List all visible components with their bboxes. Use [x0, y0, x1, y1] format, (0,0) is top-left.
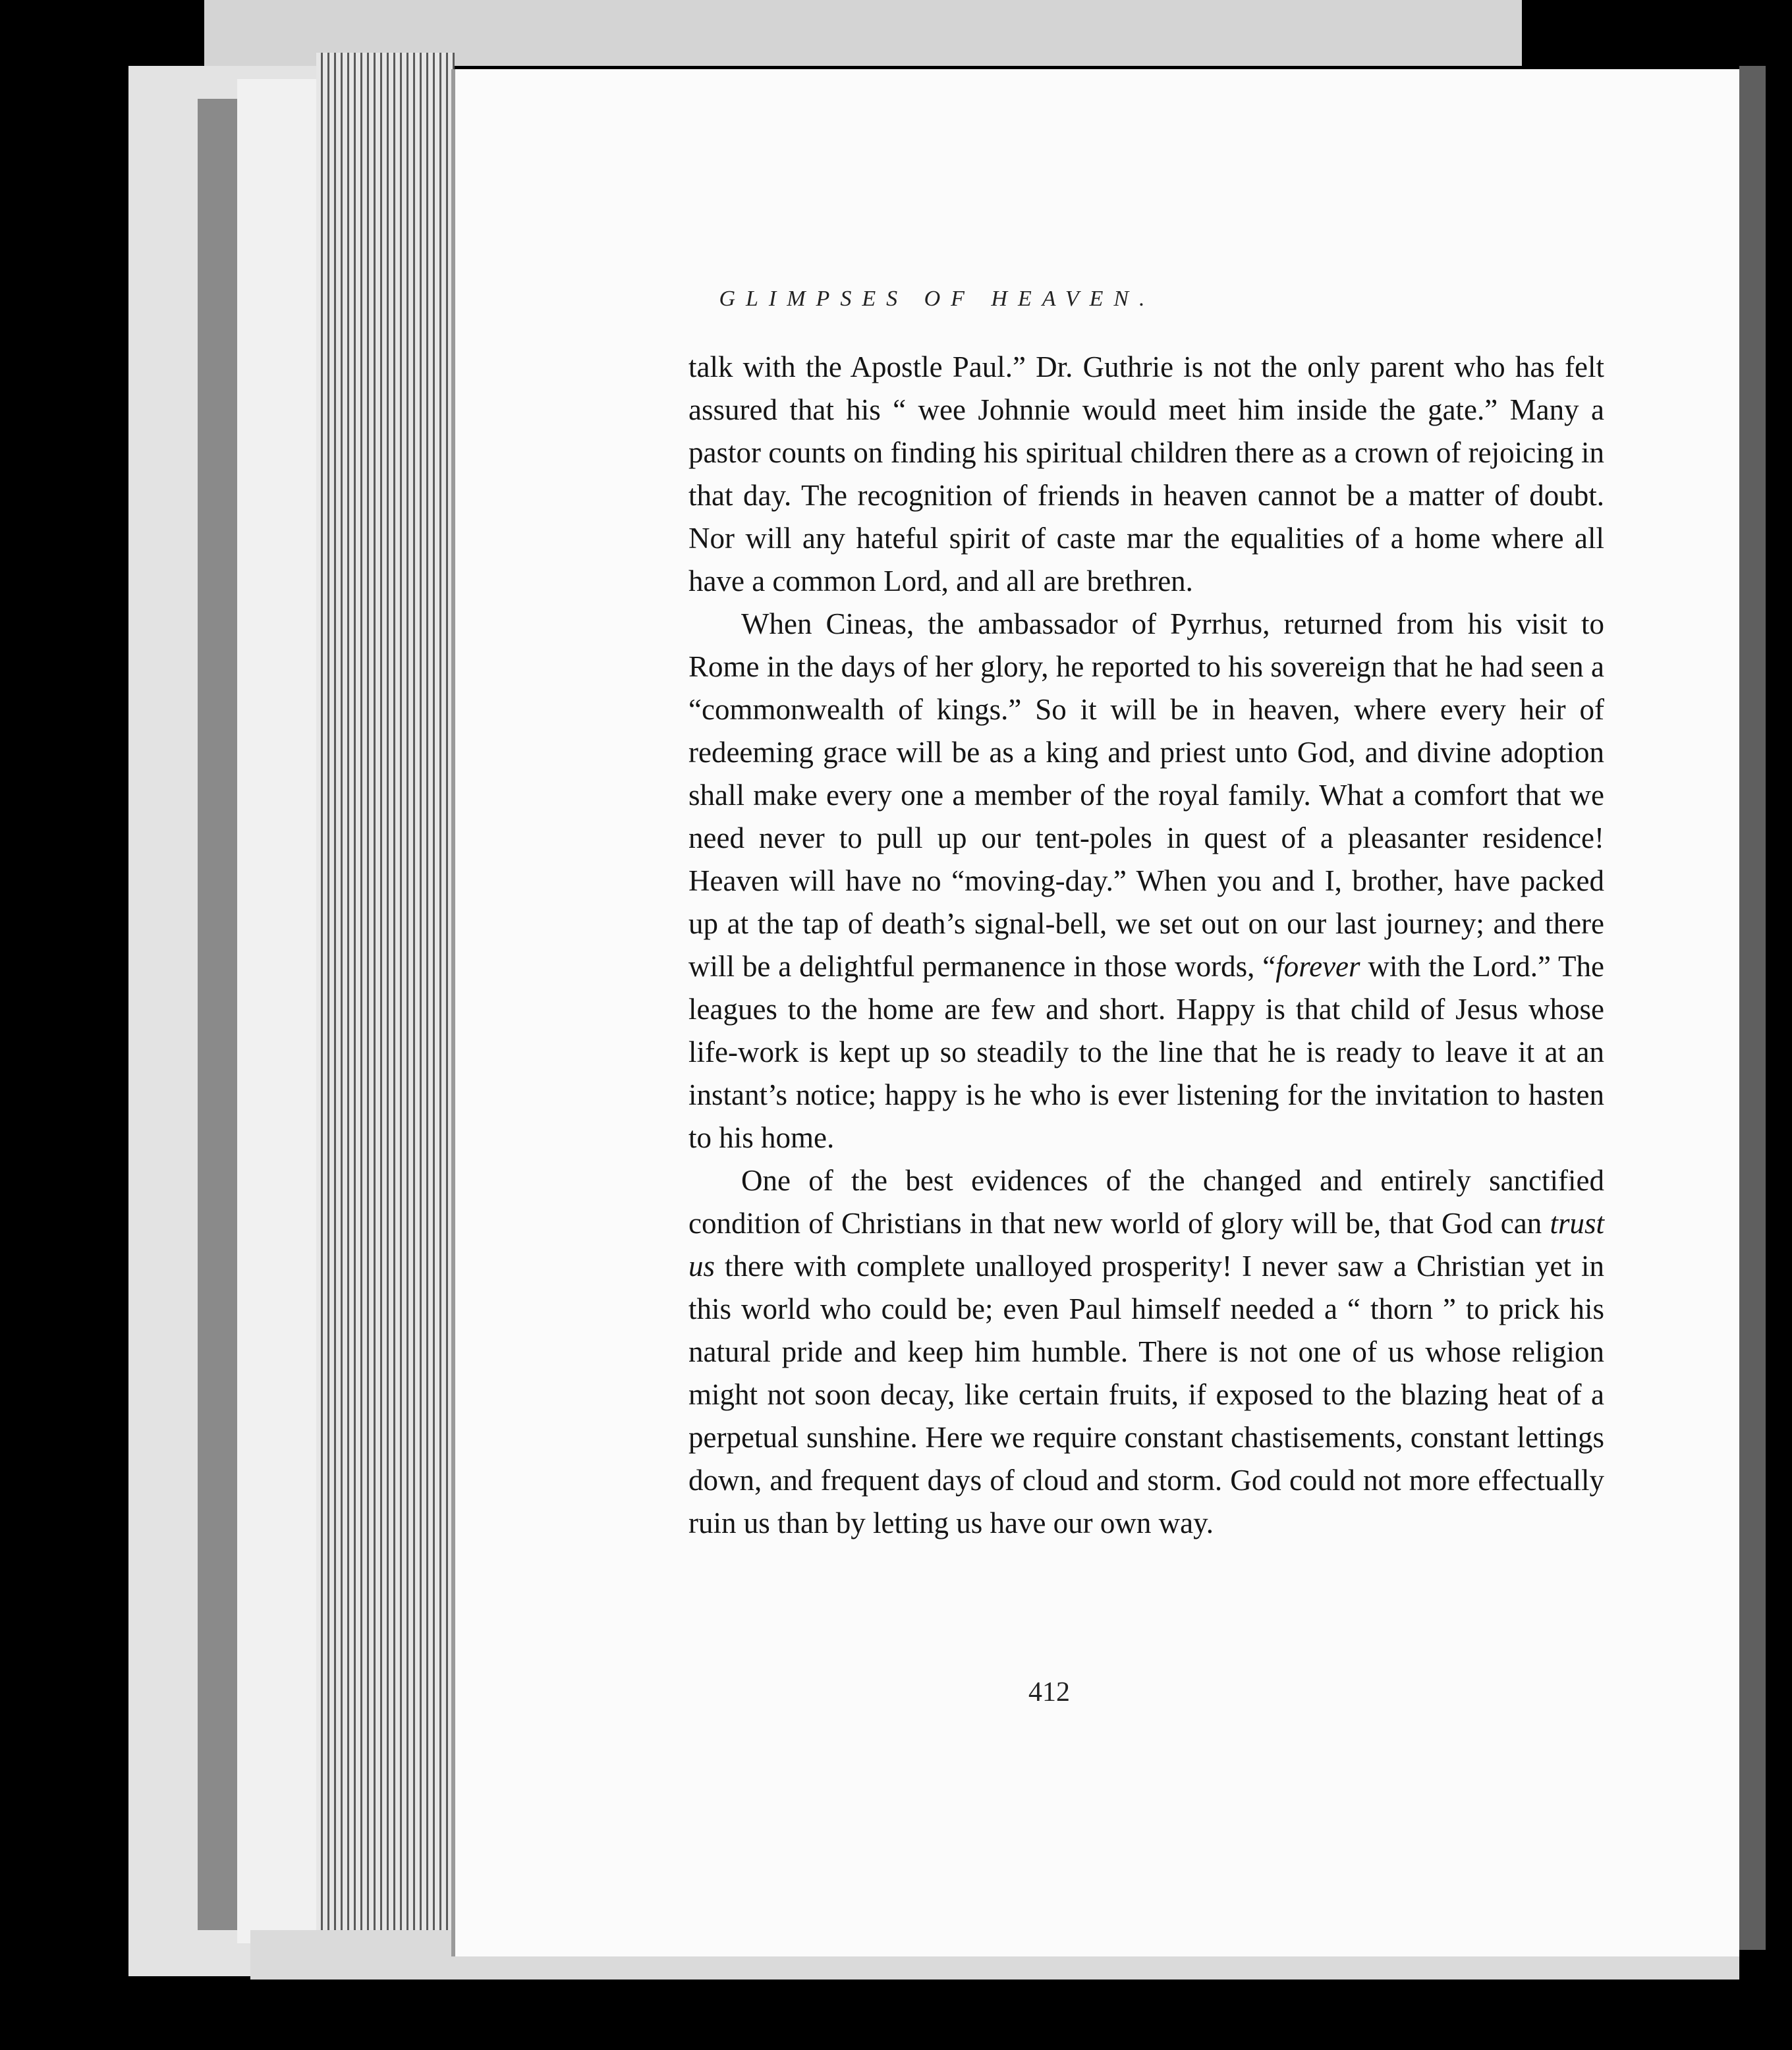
paragraph	[688, 346, 1604, 603]
paragraph-text: One of the best evidences of the changed and entirely sanctified condition of Christians in that new world of glory will be, that God can	[688, 1164, 1604, 1240]
paragraph	[688, 1159, 1604, 1545]
book-page	[451, 69, 1739, 1956]
paragraph-text: When Cineas, the ambassador of Pyrrhus, returned from his visit to Rome in the days of her glory, he reported to his sovereign that he had seen a “commonwealth of kings.” So it will be in heaven, where every heir of redeeming grace will be as a king and priest unto God, and divine adoption shall make every one a member of the royal family. What a comfort that we need never to pull up our tent-poles in quest of a pleasanter residence! Heaven will have no “moving-day.” When you and I, brother, have packed up at the tap of death’s signal-bell, we set out on our last journey; and there will be a delightful permanence in those words, “	[688, 607, 1604, 983]
right-edge-shadow	[1739, 66, 1766, 1950]
italic-emphasis: forever	[1275, 950, 1360, 983]
paragraph-text: there with complete unalloyed prosperity! I never saw a Christian yet in this world who could be; even Paul himself needed a “ thorn ” to prick his natural pride and keep him humble. There is not one of us whose religion might not soon decay, like certain fruits, if exposed to the blazing heat of a perpetual sunshine. Here we require constant chastisements, constant lettings down, and frequent days of cloud and storm. God could not more effectually ruin us than by letting us have our own way.	[688, 1250, 1604, 1539]
page-body	[688, 346, 1604, 1545]
page-number: 412	[1028, 1677, 1070, 1707]
left-page-edge-shadow	[198, 99, 237, 1930]
italic-emphasis: trust us	[688, 1207, 1604, 1283]
running-head: GLIMPSES OF HEAVEN.	[719, 287, 1156, 311]
paragraph-text: with the Lord.” The leagues to the home are few and short. Happy is that child of Jesus whose life-work is kept up so steadily to the line that he is ready to leave it at an instant’s notice; happy is he who is ever listening for the invitation to hasten to his home.	[688, 950, 1605, 1154]
paragraph-text: talk with the Apostle Paul.” Dr. Guthrie is not the only parent who has felt assured that his “ wee Johnnie would meet him inside the gate.” Many a pastor counts on finding his spiritual children there as a crown of rejoicing in that day. The recognition of friends in heaven cannot be a matter of doubt. Nor will any hateful spirit of caste mar the equalities of a home where all have a common Lord, and all are brethren.	[688, 350, 1604, 597]
paragraph	[688, 603, 1604, 1159]
